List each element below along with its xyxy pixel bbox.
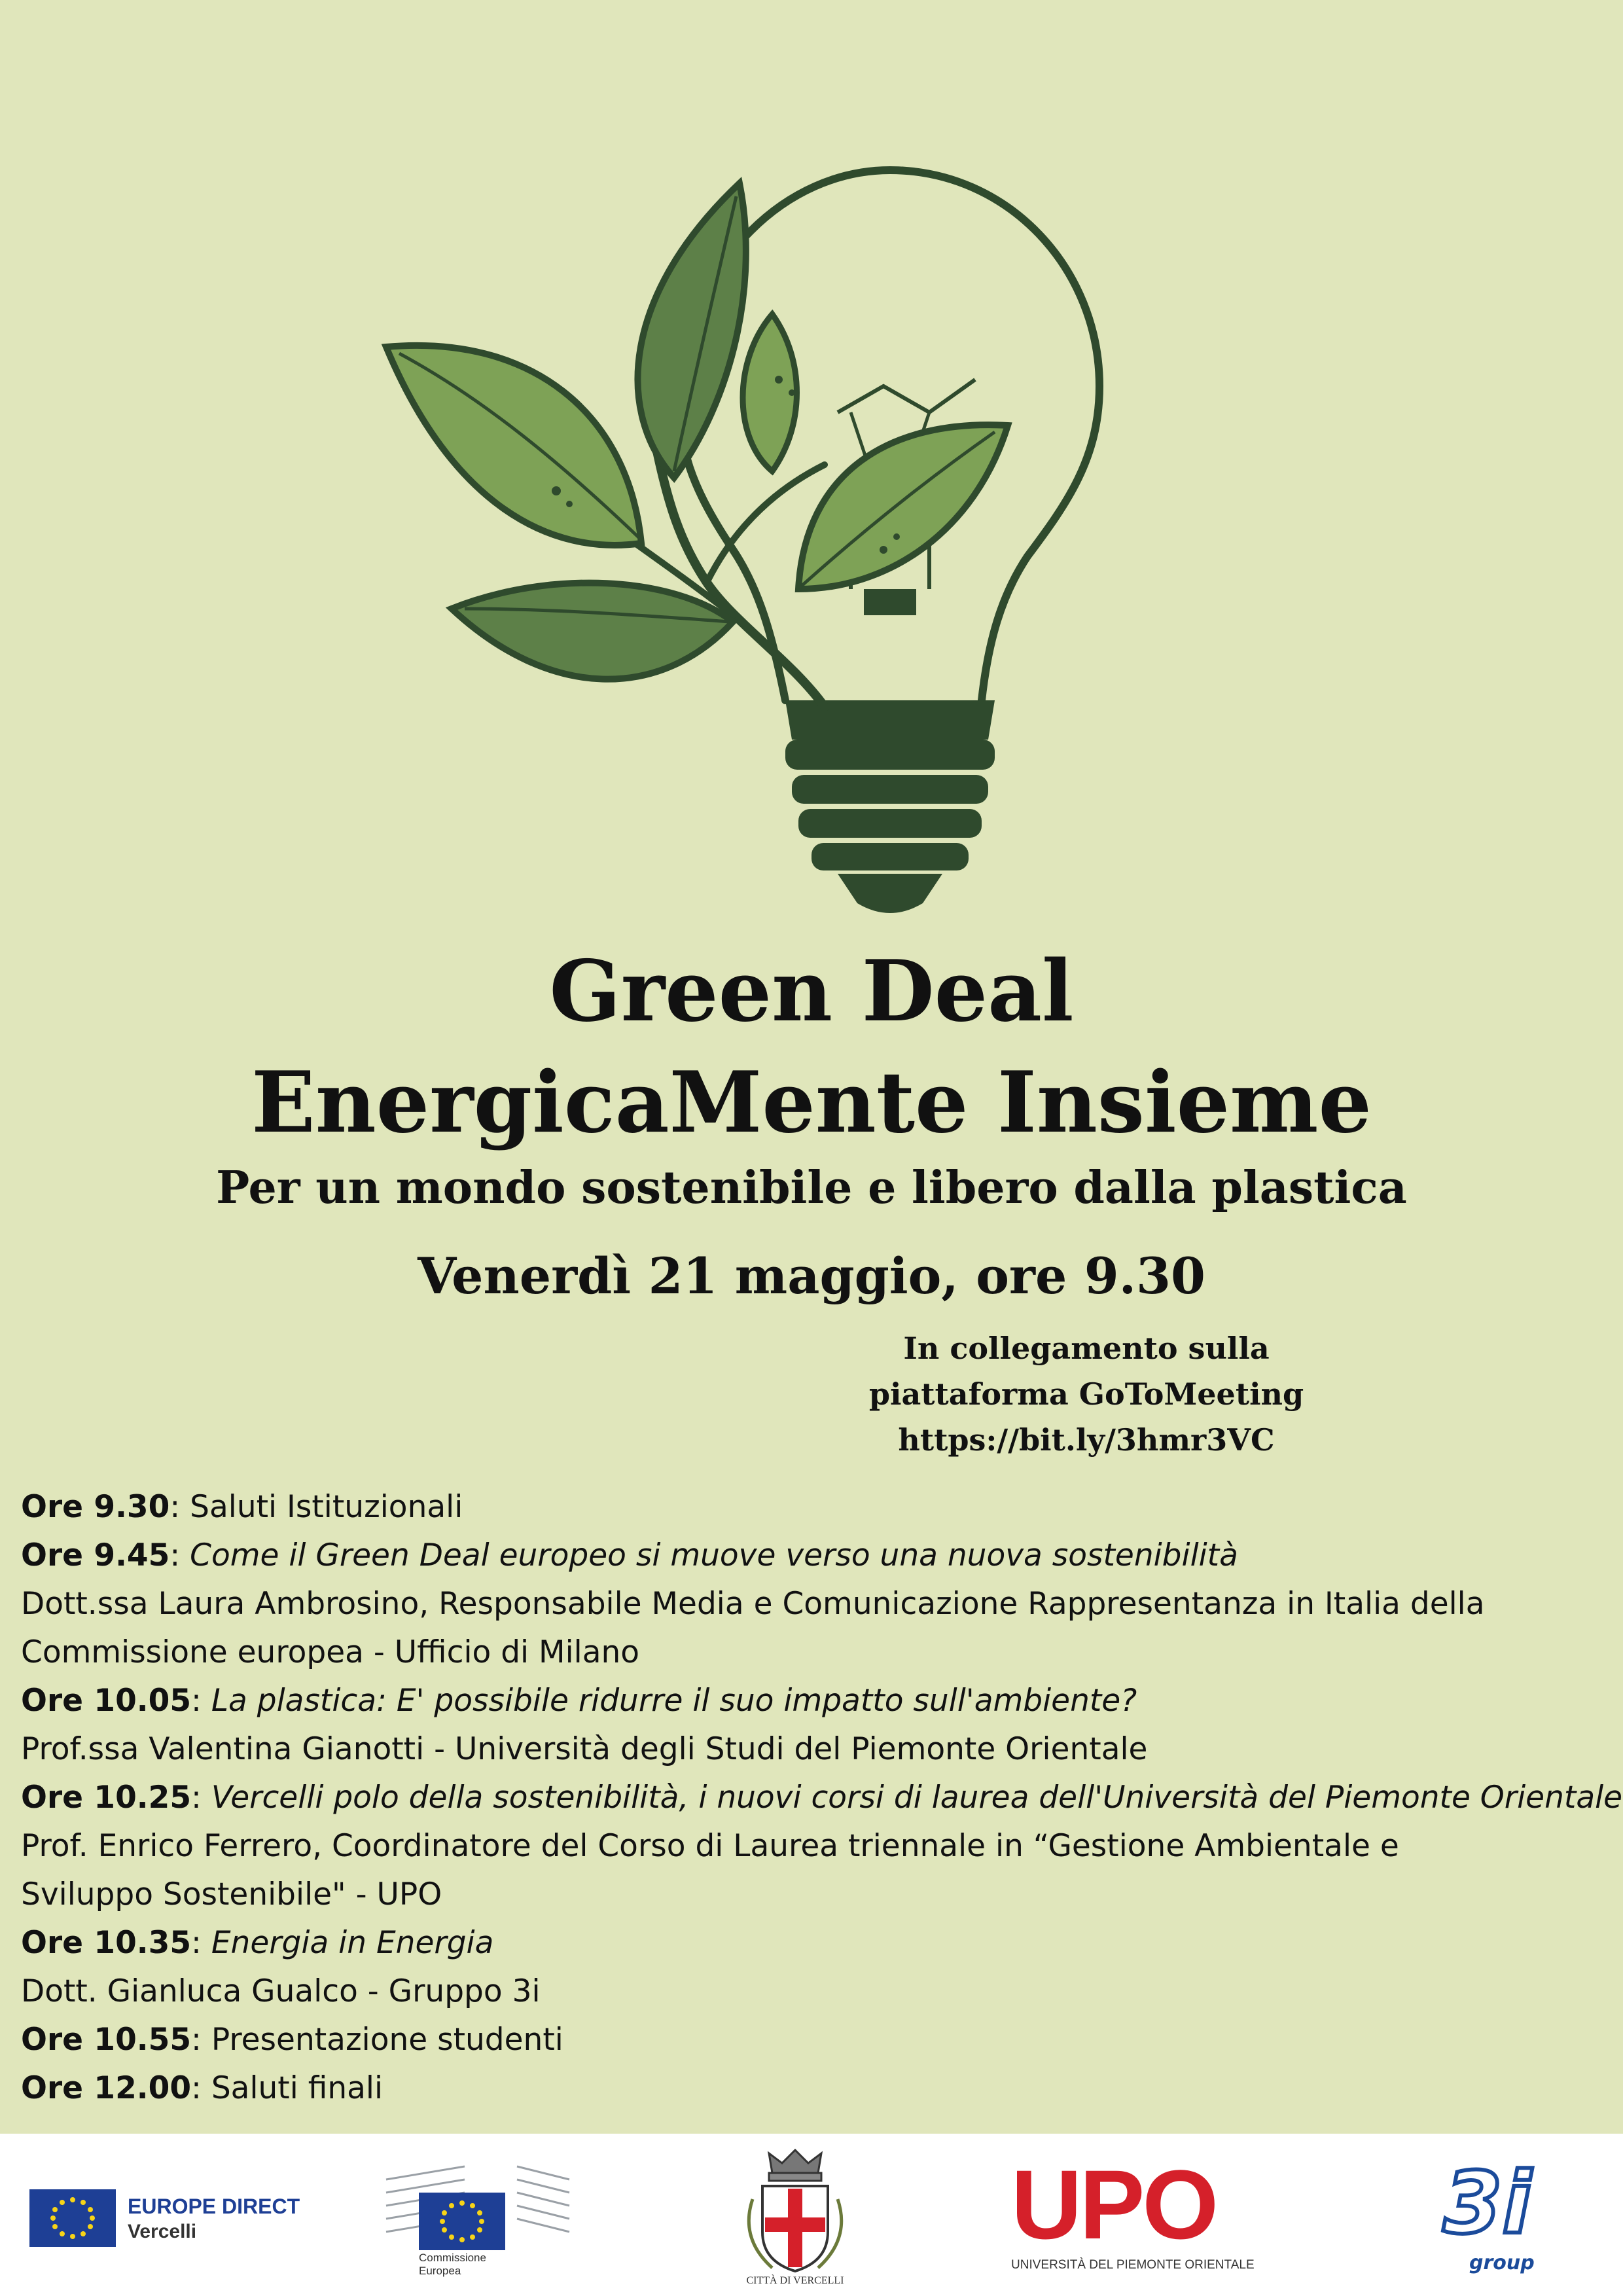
agenda-speaker: Dott. Gianluca Gualco - Gruppo 3i [21,1973,541,2009]
connection-line-2: piattaforma GoToMeeting [868,1376,1304,1412]
european-commission-logo [380,2153,576,2284]
agenda-speaker: Prof. Enrico Ferrero, Coordinatore del Corso di Laurea triennale in “Gestione Ambientale e [21,1828,1399,1864]
title-line-2: EnergicaMente Insieme [251,1054,1372,1152]
agenda-speaker: Dott.ssa Laura Ambrosino, Responsabile Media e Comunicazione Rappresentanza in Italia della [21,1586,1485,1622]
commission-caption [419,2251,486,2278]
commission-caption-line-2: Europea [419,2265,461,2277]
agenda-time: Ore 12.00 [21,2070,192,2106]
europe-direct-city: Vercelli [128,2221,197,2242]
agenda-time: Ore 10.05 [21,1683,192,1719]
bulb-screw-base [785,740,995,913]
commission-caption-line-1: Commissione [419,2251,486,2264]
agenda-title: Saluti Istituzionali [190,1489,463,1525]
upo-logo [1011,2149,1273,2284]
agenda-item: Ore 10.25: Vercelli polo della sostenibilità, i nuovi corsi di laurea dell'Università del Piemonte Orientale [21,1780,1623,1816]
agenda-item: Ore 9.45: Come il Green Deal europeo si muove verso una nuova sostenibilità [21,1537,1238,1573]
agenda-item: Ore 10.05: La plastica: E' possibile ridurre il suo impatto sull'ambiente? [21,1683,1137,1719]
agenda-item: Ore 10.35: Energia in Energia [21,1925,494,1961]
event-date: Venerdì 21 maggio, ore 9.30 [418,1247,1205,1305]
group-3i-caption: group [1469,2251,1535,2274]
europe-direct-title: EUROPE DIRECT [128,2195,300,2218]
agenda-title: Saluti finali [211,2070,383,2106]
agenda-title: La plastica: E' possibile ridurre il suo impatto sull'ambiente? [211,1683,1137,1719]
agenda-item: Ore 9.30: Saluti Istituzionali [21,1489,463,1525]
connection-line-1: In collegamento sulla [903,1331,1270,1366]
logos-strip [0,2134,1623,2296]
connection-info [707,1325,1466,1463]
title-line-1: Green Deal [549,942,1074,1041]
agenda-time: Ore 9.30 [21,1489,170,1525]
agenda [21,1483,1623,2113]
upo-mark: UPO [1011,2149,1217,2259]
agenda-time: Ore 9.45 [21,1537,170,1573]
agenda-title: Energia in Energia [211,1925,494,1961]
commission-building-icon [380,2153,576,2251]
upo-caption: UNIVERSITÀ DEL PIEMONTE ORIENTALE [1011,2258,1255,2272]
bulb-neck [785,700,995,740]
agenda-item: Ore 10.55: Presentazione studenti [21,2022,563,2058]
agenda-title: Presentazione studenti [211,2022,563,2058]
eu-flag-icon [29,2189,116,2247]
coat-of-arms-icon [733,2147,857,2274]
agenda-time: Ore 10.55 [21,2022,192,2058]
leaf-bottom-left [452,583,733,679]
group-3i-logo [1443,2153,1554,2278]
subtitle: Per un mondo sostenibile e libero dalla plastica [216,1162,1407,1214]
citta-caption: CITTÀ DI VERCELLI [746,2275,844,2286]
agenda-item: Ore 12.00: Saluti finali [21,2070,383,2106]
agenda-title: Vercelli polo della sostenibilità, i nuovi corsi di laurea dell'Università del Piemonte Orientale [211,1780,1623,1816]
agenda-speaker: Prof.ssa Valentina Gianotti - Università degli Studi del Piemonte Orientale [21,1731,1148,1767]
leaf-right [798,425,1008,589]
group-3i-mark: 3i [1443,2153,1532,2253]
lightbulb-leaves-illustration [366,164,1152,936]
agenda-speaker: Sviluppo Sostenibile" - UPO [21,1876,442,1912]
citta-vercelli-logo [733,2147,857,2294]
leaf-left [386,346,641,545]
agenda-title: Come il Green Deal europeo si muove verso una nuova sostenibilità [190,1537,1238,1573]
agenda-time: Ore 10.25 [21,1780,192,1816]
agenda-time: Ore 10.35 [21,1925,192,1961]
europe-direct-logo [29,2189,304,2248]
meeting-link[interactable]: https://bit.ly/3hmr3VC [898,1422,1275,1458]
agenda-speaker: Commissione europea - Ufficio di Milano [21,1634,640,1670]
